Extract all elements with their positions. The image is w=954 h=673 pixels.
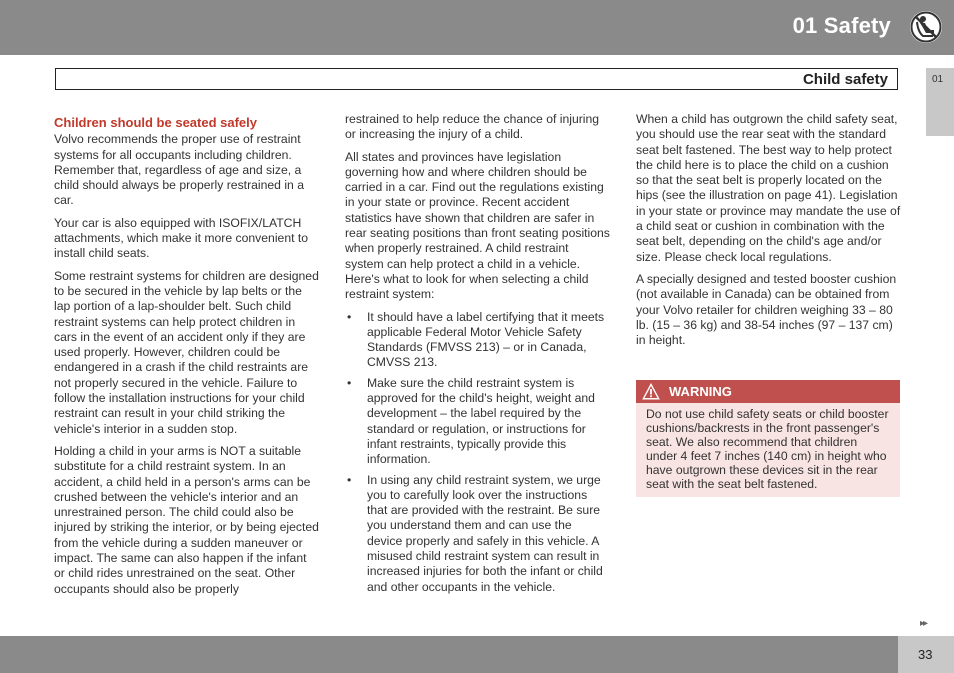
paragraph: When a child has outgrown the child safety seat, you should use the rear seat with the standard seat belt fastened. The best way to help protect the child here is to place the child on a cushion so that the seat belt is properly located on the hips (see the illustration on page 41). Legislation in your state or province may mandate the use of a child seat or cushion in combination with the seat belt, depending on the child's age and/or size. Please check local regulations. (636, 112, 901, 264)
paragraph: restrained to help reduce the chance of injuring or increasing the injury of a child. (345, 112, 600, 142)
warning-triangle-icon (642, 383, 660, 400)
column-1 (54, 113, 319, 604)
list-item-text: In using any child restraint system, we urge you to carefully look over the instructions that are provided with the restraint. Be sure you understand them and can use the device properly and safely in this vehicle. A misused child restraint system can result in increased injuries for both the infant or child and other occupants in the vehicle. (367, 472, 603, 594)
warning-text: Do not use child safety seats or child booster cushions/backrests in the front passenger's seat. We also recommend that children under 4 feet 7 inches (140 cm) in height who have outgrown these devices sit in the rear seat with the seat belt fastened. (646, 407, 889, 491)
warning-header (636, 380, 900, 403)
list-item-text: It should have a label certifying that it meets applicable Federal Motor Vehicle Safety Standards (FMVSS 213) – or in Canada, CMVSS 213. (367, 309, 605, 370)
column-3 (636, 112, 901, 355)
list-item (345, 310, 610, 371)
warning-box (636, 380, 900, 497)
section-title-box (55, 68, 898, 90)
chapter-tab-label: 01 (932, 74, 944, 85)
page-footer-bar (0, 636, 898, 673)
column-2 (345, 112, 610, 600)
list-item-text: Make sure the child restraint system is approved for the child's height, weight and development – the label required by the standard or regulation, or instructions for infant restraints, typically provide this information. (367, 375, 595, 467)
paragraph: A specially designed and tested booster cushion (not available in Canada) can be obtained from your Volvo retailer for children weighing 33 – 80 lb. (15 – 36 kg) and 38-54 inches (97 – 137 cm) in height. (636, 271, 897, 348)
list-item (345, 473, 610, 595)
bullet-icon: • (347, 375, 352, 390)
paragraph: Holding a child in your arms is NOT a suitable substitute for a child restraint system. In an accident, a child held in a person's arms can be crushed between the vehicle's interior and an unrestrained person. The child could also be injured by striking the interior, or by being ejected from the vehicle during a sudden maneuver or impact. The same can also happen if the infant or child rides unrestrained on the seat. Other occupants should also be properly (54, 443, 319, 596)
paragraph: All states and provinces have legislation governing how and where children should be carried in a car. Find out the regulations existing in your state or province. Recent accident statistics have shown that children are safer in rear seating positions than front seating positions when properly restrained. A child restraint system can help protect a child in a vehicle. Here's what to look for when selecting a child restraint system: (345, 149, 610, 302)
paragraph: Some restraint systems for children are designed to be secured in the vehicle by lap belts or the lap portion of a lap-shoulder belt. Such child restraint systems can help protect children in cars in the event of an accident only if they are used properly. However, children could be endangered in a crash if the child restraints are not properly secured in the vehicle. Failure to follow the installation instructions for your child restraint can result in your child striking the vehicle's interior in a sudden stop. (54, 268, 319, 436)
bullet-icon: • (347, 472, 352, 487)
page-number: 33 (918, 647, 933, 662)
child-seat-icon (909, 10, 943, 44)
warning-title: WARNING (669, 384, 732, 399)
chapter-tab (926, 68, 954, 136)
section-heading: Children should be seated safely (54, 115, 257, 130)
bullet-list (345, 310, 610, 595)
paragraph: Your car is also equipped with ISOFIX/LATCH attachments, which make it more convenient to install child seats. (54, 215, 309, 261)
page-number-box (898, 636, 954, 673)
chapter-title: 01 Safety (792, 13, 891, 38)
paragraph: Volvo recommends the proper use of restraint systems for all occupants including children. Remember that, regardless of age and size, a child should always be properly restrained in a car. (54, 132, 304, 208)
section-title: Child safety (802, 71, 888, 88)
bullet-icon: • (347, 309, 352, 324)
list-item (345, 376, 610, 468)
page-header-bar (0, 0, 954, 55)
continue-arrows-icon: ▸▸ (920, 618, 927, 629)
